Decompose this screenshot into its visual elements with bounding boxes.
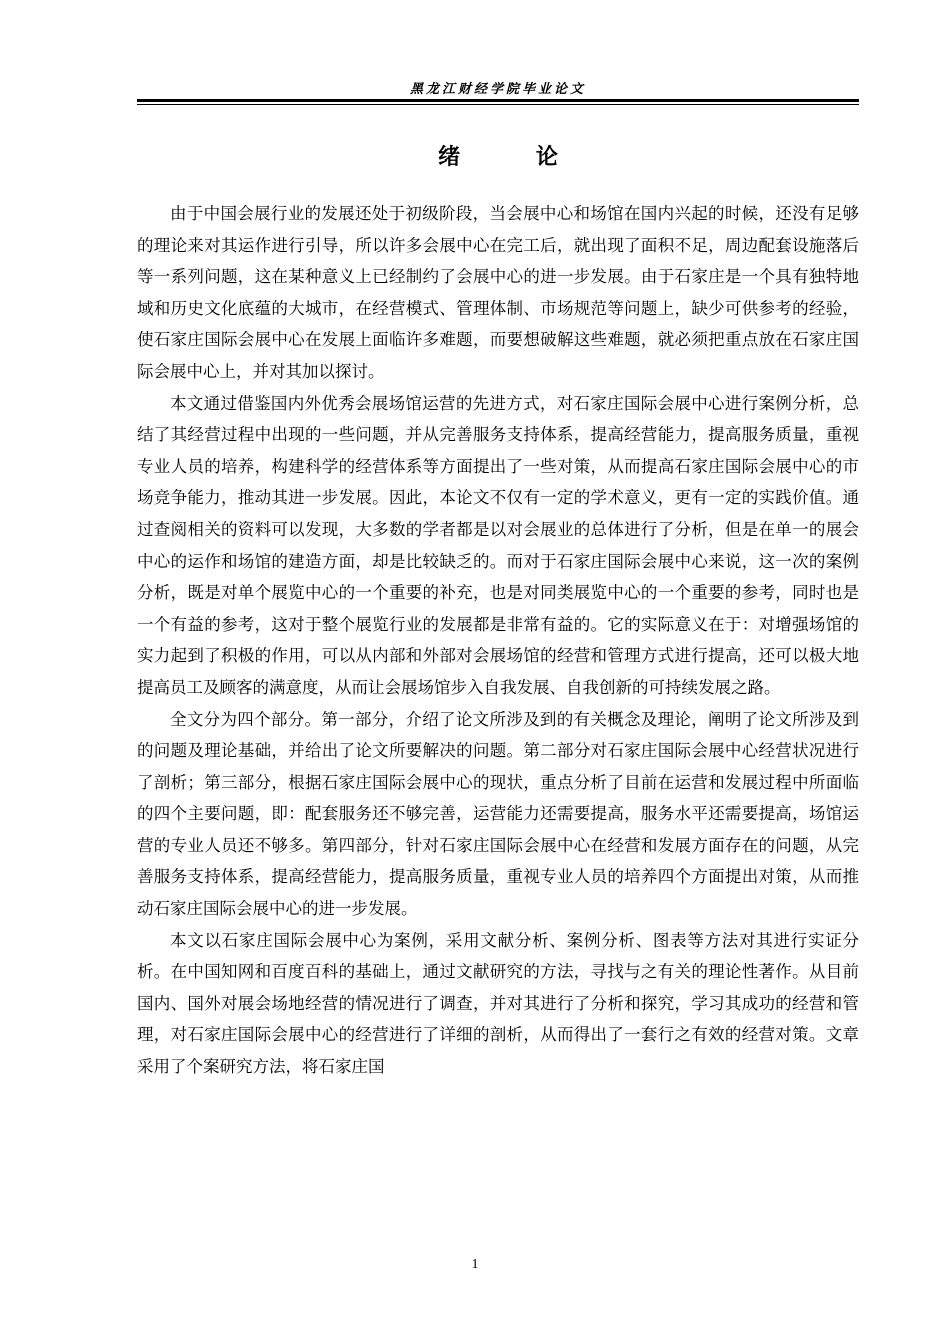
header-rule-thick — [137, 99, 859, 102]
header-rule-thin — [137, 104, 859, 105]
running-header: 黑龙江财经学院毕业论文 — [409, 82, 586, 97]
body-text — [137, 198, 859, 1083]
paragraph-1: 由于中国会展行业的发展还处于初级阶段，当会展中心和场馆在国内兴起的时候，还没有足够的理论来对其运作进行引导，所以许多会展中心在完工后，就出现了面积不足，周边配套设施落后等一系列问题，这在某种意义上已经制约了会展中心的进一步发展。由于石家庄是一个具有独特地域和历史文化底蕴的大城市，在经营模式、管理体制、市场规范等问题上，缺少可供参考的经验，使石家庄国际会展中心在发展上面临许多难题，而要想破解这些难题，就必须把重点放在石家庄国际会展中心上，并对其加以探讨。 — [137, 204, 859, 381]
chapter-title: 绪 论 — [438, 145, 592, 170]
page-number: 1 — [471, 1257, 479, 1272]
paragraph-3: 全文分为四个部分。第一部分，介绍了论文所涉及到的有关概念及理论，阐明了论文所涉及到的问题及理论基础，并给出了论文所要解决的问题。第二部分对石家庄国际会展中心经营状况进行了剖析；第三部分，根据石家庄国际会展中心的现状，重点分析了目前在运营和发展过程中所面临的四个主要问题，即：配套服务还不够完善，运营能力还需要提高，服务水平还需要提高，场馆运营的专业人员还不够多。第四部分，针对石家庄国际会展中心在经营和发展方面存在的问题，从完善服务支持体系，提高经营能力，提高服务质量，重视专业人员的培养四个方面提出对策，从而推动石家庄国际会展中心的进一步发展。 — [137, 709, 859, 919]
paragraph-2: 本文通过借鉴国内外优秀会展场馆运营的先进方式，对石家庄国际会展中心进行案例分析，总结了其经营过程中出现的一些问题，并从完善服务支持体系，提高经营能力，提高服务质量，重视专业人员的培养，构建科学的经营体系等方面提出了一些对策，从而提高石家庄国际会展中心的市场竞争能力，推动其进一步发展。因此，本论文不仅有一定的学术意义，更有一定的实践价值。通过查阅相关的资料可以发现，大多数的学者都是以对会展业的总体进行了分析，但是在单一的展会中心的运作和场馆的建造方面，却是比较缺乏的。而对于石家庄国际会展中心来说，这一次的案例分析，既是对单个展览中心的一个重要的补充，也是对同类展览中心的一个重要的参考，同时也是一个有益的参考，这对于整个展览行业的发展都是非常有益的。它的实际意义在于：对增强场馆的实力起到了积极的作用，可以从内部和外部对会展场馆的经营和管理方式进行提高，还可以极大地提高员工及顾客的满意度，从而让会展场馆步入自我发展、自我创新的可持续发展之路。 — [137, 393, 859, 697]
paragraph-4: 本文以石家庄国际会展中心为案例，采用文献分析、案例分析、图表等方法对其进行实证分析。在中国知网和百度百科的基础上，通过文献研究的方法，寻找与之有关的理论性著作。从目前国内、国外对展会场地经营的情况进行了调查，并对其进行了分析和探究，学习其成功的经营和管理，对石家庄国际会展中心的经营进行了详细的剖析，从而得出了一套行之有效的经营对策。文章采用了个案研究方法，将石家庄国 — [137, 930, 859, 1077]
